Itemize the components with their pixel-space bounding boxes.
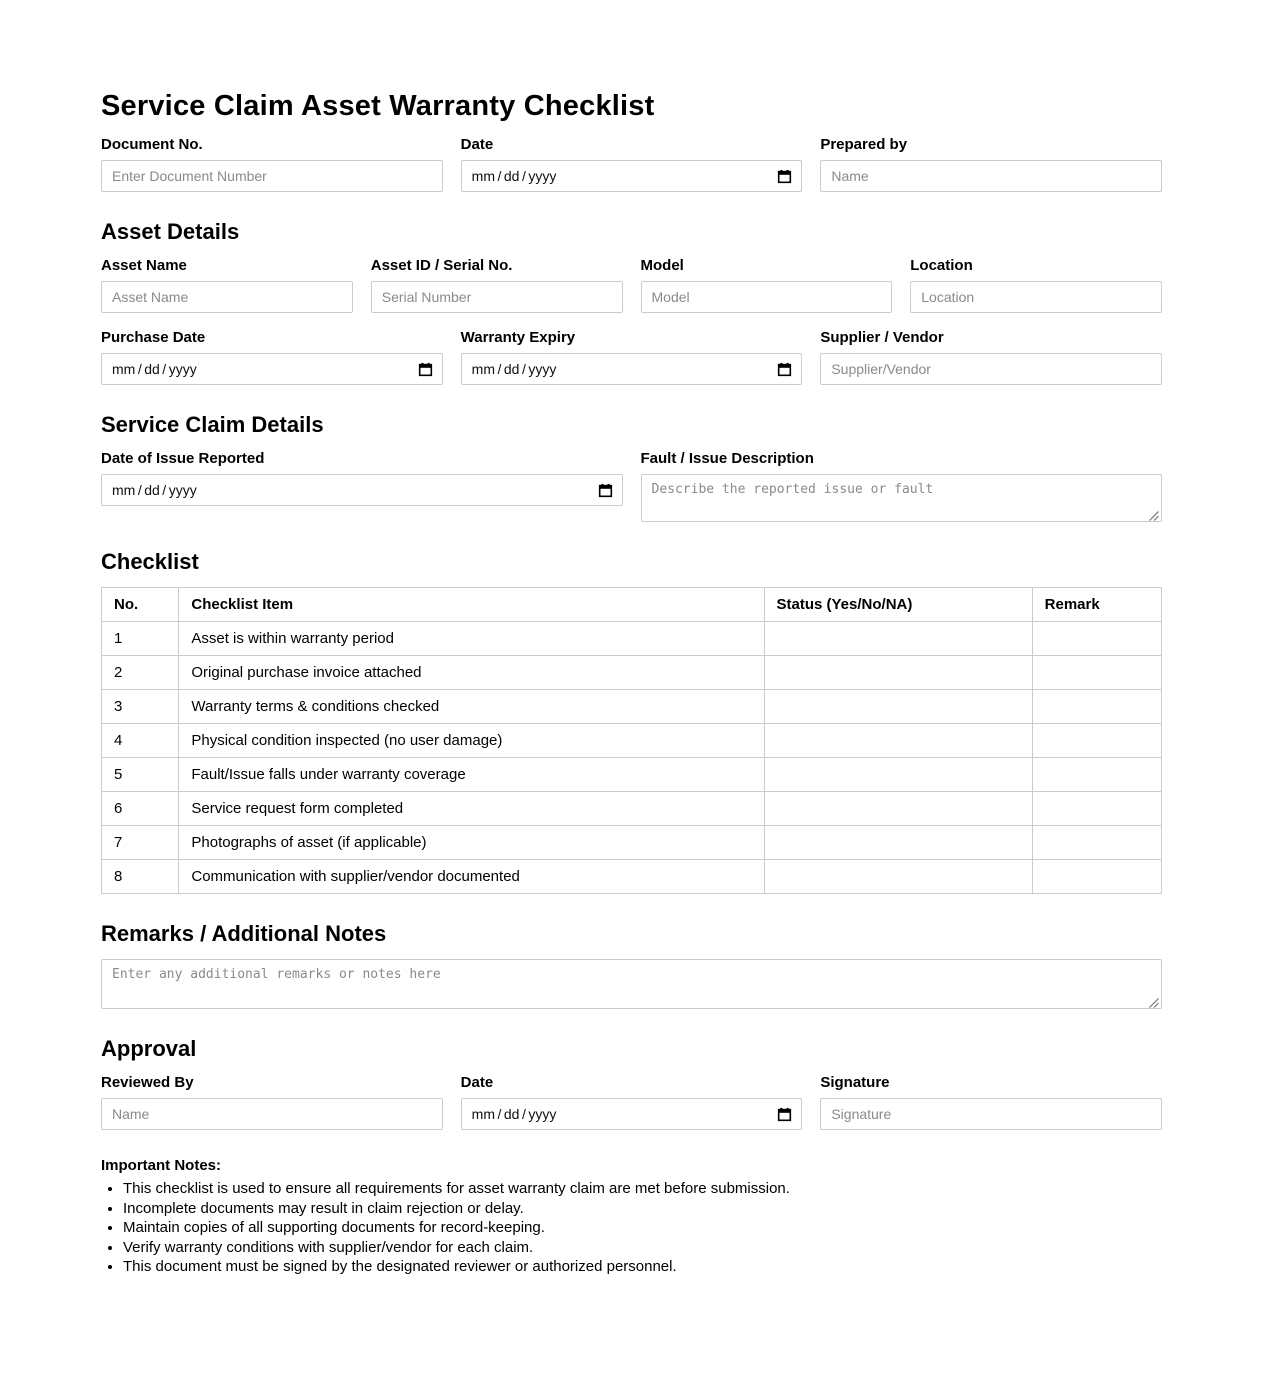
calendar-icon[interactable]	[777, 362, 792, 377]
asset-name-label: Asset Name	[101, 257, 187, 274]
row-remark-cell	[1032, 656, 1161, 690]
row-item: Service request form completed	[179, 792, 764, 826]
supplier-field	[820, 329, 1162, 385]
resize-handle[interactable]	[1149, 995, 1159, 1005]
row-no: 4	[102, 724, 179, 758]
location-label: Location	[910, 257, 973, 274]
important-notes-heading: Important Notes:	[101, 1157, 221, 1174]
row-no: 6	[102, 792, 179, 826]
row-item: Physical condition inspected (no user damage)	[179, 724, 764, 758]
fault-description-field	[641, 450, 1163, 522]
row-remark-cell	[1032, 622, 1161, 656]
row-item: Asset is within warranty period	[179, 622, 764, 656]
date-label: Date	[460, 136, 494, 153]
row-remark-cell	[1032, 826, 1161, 860]
model-field	[641, 257, 893, 313]
remarks-textarea[interactable]	[101, 959, 1162, 1009]
service-claim-heading: Service Claim Details	[101, 412, 324, 437]
row-remark-cell	[1032, 758, 1161, 792]
note-item: • This checklist is used to ensure all requirements for asset warranty claim are met before submission.	[123, 1180, 1162, 1199]
asset-name-field	[101, 257, 353, 313]
row-status-cell	[764, 656, 1032, 690]
row-status-cell	[764, 792, 1032, 826]
row-remark-cell	[1032, 724, 1161, 758]
row-status-cell	[764, 724, 1032, 758]
prepared-by-field	[820, 136, 1162, 192]
approval-date-value: mm / dd / yyyy	[471, 1106, 557, 1122]
purchase-date-input[interactable]	[101, 353, 443, 385]
reviewed-by-label: Reviewed By	[101, 1074, 194, 1091]
row-status-cell	[764, 622, 1032, 656]
checklist-table	[101, 587, 1162, 894]
note-item: • Incomplete documents may result in claim rejection or delay.	[123, 1200, 1162, 1219]
calendar-icon[interactable]	[777, 1107, 792, 1122]
row-item: Original purchase invoice attached	[179, 656, 764, 690]
calendar-icon[interactable]	[598, 483, 613, 498]
approval-date-input[interactable]	[461, 1098, 803, 1130]
fault-description-label: Fault / Issue Description	[640, 450, 814, 467]
table-row	[102, 690, 1162, 724]
approval-date-label: Date	[460, 1074, 494, 1091]
fault-description-textarea[interactable]	[641, 474, 1163, 522]
warranty-expiry-value: mm / dd / yyyy	[471, 361, 557, 377]
checklist-heading: Checklist	[101, 549, 199, 574]
row-status-cell	[764, 758, 1032, 792]
row-item: Communication with supplier/vendor documented	[179, 860, 764, 894]
row-remark-cell	[1032, 792, 1161, 826]
row-no: 7	[102, 826, 179, 860]
row-item: Photographs of asset (if applicable)	[179, 826, 764, 860]
row-item: Warranty terms & conditions checked	[179, 690, 764, 724]
reviewed-by-input[interactable]	[101, 1098, 443, 1130]
row-no: 3	[102, 690, 179, 724]
document-no-field	[101, 136, 443, 192]
prepared-by-input[interactable]	[820, 160, 1162, 192]
row-item: Fault/Issue falls under warranty coverage	[179, 758, 764, 792]
remarks-field	[101, 959, 1162, 1009]
calendar-icon[interactable]	[418, 362, 433, 377]
approval-date-field	[461, 1074, 803, 1130]
row-status-cell	[764, 690, 1032, 724]
service-claim-row	[101, 450, 1162, 522]
asset-details-row1	[101, 257, 1162, 313]
warranty-expiry-field	[461, 329, 803, 385]
document-no-input[interactable]	[101, 160, 443, 192]
row-status-cell	[764, 826, 1032, 860]
location-field	[910, 257, 1162, 313]
document-no-label: Document No.	[101, 136, 203, 153]
column-header-no: No.	[102, 588, 179, 622]
table-row	[102, 792, 1162, 826]
purchase-date-label: Purchase Date	[101, 329, 206, 346]
table-row	[102, 826, 1162, 860]
checklist-header-row	[102, 588, 1162, 622]
row-no: 2	[102, 656, 179, 690]
column-header-remark: Remark	[1032, 588, 1161, 622]
warranty-checklist-form	[101, 0, 1162, 1373]
page-title: Service Claim Asset Warranty Checklist	[101, 90, 655, 122]
signature-label: Signature	[820, 1074, 890, 1091]
warranty-expiry-label: Warranty Expiry	[460, 329, 576, 346]
column-header-status: Status (Yes/No/NA)	[764, 588, 1032, 622]
date-value: mm / dd / yyyy	[471, 168, 557, 184]
row-remark-cell	[1032, 690, 1161, 724]
table-row	[102, 622, 1162, 656]
important-notes-list	[101, 1180, 1162, 1277]
row-no: 1	[102, 622, 179, 656]
model-input[interactable]	[641, 281, 893, 313]
column-header-item: Checklist Item	[179, 588, 764, 622]
table-row	[102, 656, 1162, 690]
remarks-heading: Remarks / Additional Notes	[101, 921, 387, 946]
note-item: • Maintain copies of all supporting documents for record-keeping.	[123, 1219, 1162, 1238]
purchase-date-value: mm / dd / yyyy	[112, 361, 197, 377]
date-field	[461, 136, 803, 192]
location-input[interactable]	[910, 281, 1162, 313]
asset-details-row2	[101, 329, 1162, 385]
issue-date-input[interactable]	[101, 474, 623, 506]
table-row	[102, 758, 1162, 792]
purchase-date-field	[101, 329, 443, 385]
table-row	[102, 860, 1162, 894]
resize-handle[interactable]	[1149, 508, 1159, 518]
asset-id-label: Asset ID / Serial No.	[370, 257, 513, 274]
date-input[interactable]	[461, 160, 803, 192]
row-remark-cell	[1032, 860, 1161, 894]
asset-details-heading: Asset Details	[101, 219, 240, 244]
approval-heading: Approval	[101, 1036, 197, 1061]
reviewed-by-field	[101, 1074, 443, 1130]
asset-id-input[interactable]	[371, 281, 623, 313]
issue-date-field	[101, 450, 623, 522]
supplier-input[interactable]	[820, 353, 1162, 385]
model-label: Model	[640, 257, 684, 274]
signature-field	[820, 1074, 1162, 1130]
signature-input[interactable]	[820, 1098, 1162, 1130]
warranty-expiry-input[interactable]	[461, 353, 803, 385]
asset-name-input[interactable]	[101, 281, 353, 313]
header-fields-row	[101, 136, 1162, 192]
supplier-label: Supplier / Vendor	[820, 329, 944, 346]
row-no: 8	[102, 860, 179, 894]
asset-id-field	[371, 257, 623, 313]
approval-row	[101, 1074, 1162, 1130]
prepared-by-label: Prepared by	[820, 136, 908, 153]
table-row	[102, 724, 1162, 758]
row-status-cell	[764, 860, 1032, 894]
calendar-icon[interactable]	[777, 169, 792, 184]
note-item: • This document must be signed by the designated reviewer or authorized personnel.	[123, 1258, 1162, 1277]
issue-date-label: Date of Issue Reported	[101, 450, 265, 467]
issue-date-value: mm / dd / yyyy	[112, 482, 197, 498]
note-item: • Verify warranty conditions with supplier/vendor for each claim.	[123, 1239, 1162, 1258]
row-no: 5	[102, 758, 179, 792]
